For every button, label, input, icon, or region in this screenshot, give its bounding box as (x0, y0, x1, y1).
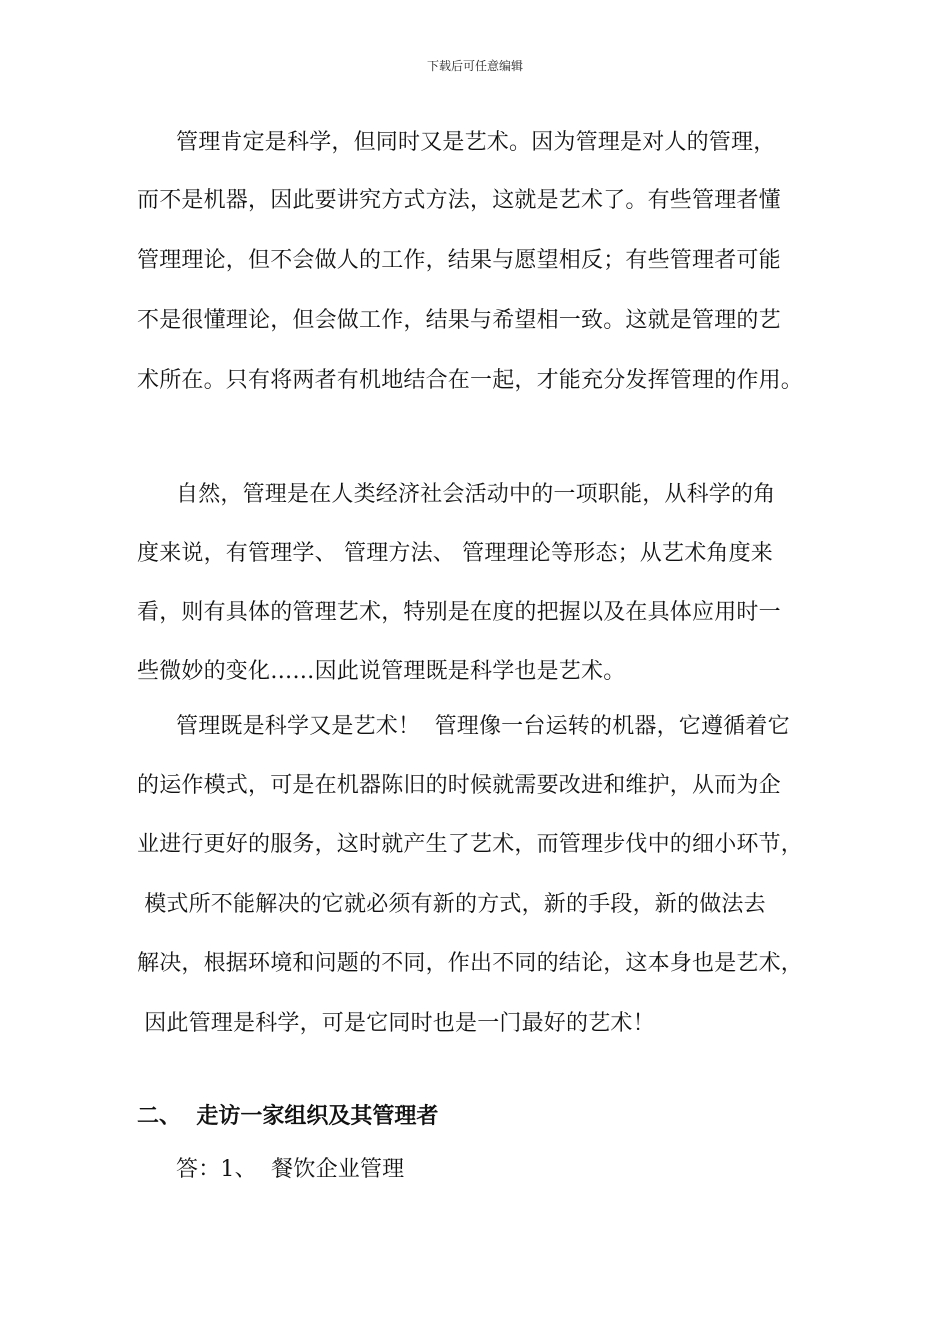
paragraph-1-line-4: 不是很懂理论，但会做工作，结果与希望相一致。这就是管理的艺 (137, 308, 781, 333)
paragraph-1-line-3: 管理理论，但不会做人的工作，结果与愿望相反；有些管理者可能 (137, 248, 781, 273)
paragraph-2-line-1: 自然，管理是在人类经济社会活动中的一项职能，从科学的角 (176, 482, 776, 507)
paragraph-3-line-5: 解决，根据环境和问题的不同，作出不同的结论，这本身也是艺术， (137, 951, 804, 976)
section-heading: 二、 走访一家组织及其管理者 (137, 1104, 439, 1129)
paragraph-2-line-2: 度来说，有管理学、 管理方法、 管理理论等形态；从艺术角度来 (137, 541, 773, 566)
paragraph-1-line-2: 而不是机器，因此要讲究方式方法，这就是艺术了。有些管理者懂 (137, 188, 781, 213)
paragraph-1-line-5: 术所在。只有将两者有机地结合在一起，才能充分发挥管理的作用。 (137, 368, 804, 393)
paragraph-2-line-3: 看，则有具体的管理艺术，特别是在度的把握以及在具体应用时一 (137, 600, 781, 625)
paragraph-3-line-2: 的运作模式，可是在机器陈旧的时候就需要改进和维护，从而为企 (137, 773, 781, 798)
paragraph-3-line-3: 业进行更好的服务，这时就产生了艺术，而管理步伐中的细小环节， (137, 832, 804, 857)
page-header: 下载后可任意编辑 (426, 59, 523, 73)
paragraph-1-line-1: 管理肯定是科学，但同时又是艺术。因为管理是对人的管理， (176, 130, 776, 155)
paragraph-3-line-6: 因此管理是科学，可是它同时也是一门最好的艺术！ (137, 1011, 655, 1036)
paragraph-3-line-1: 管理既是科学又是艺术！ 管理像一台运转的机器，它遵循着它 (176, 714, 790, 739)
paragraph-3-line-4: 模式所不能解决的它就必须有新的方式，新的手段，新的做法去 (137, 892, 766, 917)
section-answer: 答：1、 餐饮企业管理 (176, 1157, 405, 1182)
paragraph-2-line-4: 些微妙的变化……因此说管理既是科学也是艺术。 (137, 659, 626, 684)
